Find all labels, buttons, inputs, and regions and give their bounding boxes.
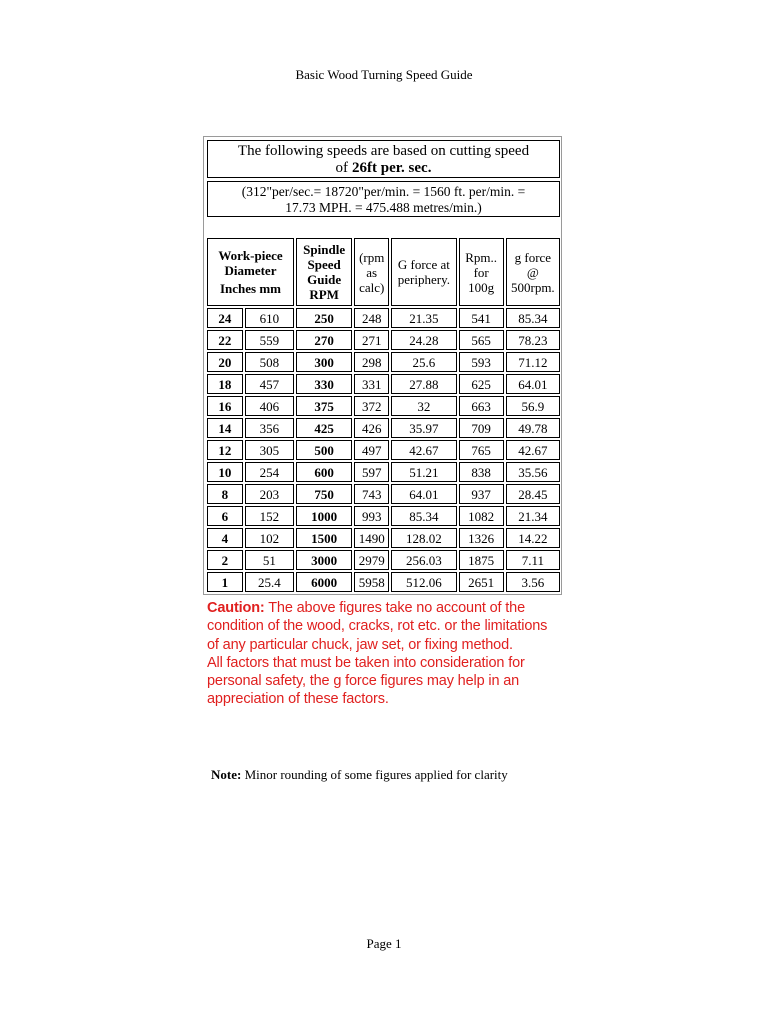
cell-inches: 2 [207,550,243,570]
cell-gforce: 24.28 [391,330,457,350]
caution-label: Caution: [207,600,265,616]
header-rpm100g-line: Rpm.. [465,249,498,265]
cell-mm: 254 [245,462,294,482]
header-spindle-line: Guide [307,272,342,287]
cell-calc: 248 [354,308,389,328]
cell-mm: 508 [245,352,294,372]
header-diameter-line: Inches mm [219,281,281,296]
cell-g500: 71.12 [506,352,560,372]
cell-gforce: 35.97 [391,418,457,438]
header-g500-line: 500rpm. [510,279,555,295]
cell-rpm100g: 625 [459,374,504,394]
page-header: Basic Wood Turning Speed Guide [295,67,473,82]
cell-gforce: 51.21 [391,462,457,482]
cell-mm: 203 [245,484,294,504]
cell-gforce: 42.67 [391,440,457,460]
cell-g500: 78.23 [506,330,560,350]
header-rpm100g-line: 100g [468,279,495,295]
cell-calc: 1490 [354,528,389,548]
cell-rpm: 425 [296,418,352,438]
conversion-box [207,181,560,217]
header-diameter-line: Diameter [224,263,277,278]
cell-g500: 42.67 [506,440,560,460]
cell-g500: 3.56 [506,572,560,592]
cell-inches: 18 [207,374,243,394]
cell-rpm100g: 2651 [459,572,504,592]
cell-rpm100g: 1082 [459,506,504,526]
cell-gforce: 85.34 [391,506,457,526]
cell-inches: 16 [207,396,243,416]
cell-inches: 4 [207,528,243,548]
cell-calc: 743 [354,484,389,504]
header-rpm100g [459,238,504,306]
cell-g500: 35.56 [506,462,560,482]
cell-inches: 10 [207,462,243,482]
cell-mm: 457 [245,374,294,394]
table-row [207,484,560,504]
cell-calc: 426 [354,418,389,438]
table-row [207,374,560,394]
note [211,767,571,783]
cell-calc: 597 [354,462,389,482]
cell-mm: 25.4 [245,572,294,592]
table-row [207,308,560,328]
header-spindle-line: RPM [309,287,339,302]
cell-mm: 305 [245,440,294,460]
cell-calc: 993 [354,506,389,526]
cell-rpm: 6000 [296,572,352,592]
header-gforce [391,238,457,306]
table-row [207,572,560,592]
cell-inches: 6 [207,506,243,526]
cell-inches: 12 [207,440,243,460]
header-spindle-line: Speed [307,257,341,272]
cell-gforce: 27.88 [391,374,457,394]
cell-mm: 102 [245,528,294,548]
cell-rpm: 500 [296,440,352,460]
caution-body-2: All factors that must be taken into consideration for personal safety, the g force figures may help in an appreciation of these factors. [207,654,525,708]
cell-calc: 298 [354,352,389,372]
caution-body: The above figures take no account of the condition of the wood, cracks, rot etc. or the limitations of any particular chuck, jaw set, or fixing method. [207,600,548,653]
note-label: Note: [211,767,242,782]
caution-text [207,599,562,709]
header-rpm100g-line: for [473,264,489,280]
header-g500 [506,238,560,306]
header-calc [354,238,389,306]
cell-mm: 152 [245,506,294,526]
cell-rpm100g: 765 [459,440,504,460]
cell-calc: 271 [354,330,389,350]
cell-g500: 49.78 [506,418,560,438]
cell-rpm: 3000 [296,550,352,570]
cell-gforce: 512.06 [391,572,457,592]
note-text: Minor rounding of some figures applied for clarity [241,767,508,782]
cell-rpm: 330 [296,374,352,394]
cell-rpm100g: 937 [459,484,504,504]
cell-gforce: 21.35 [391,308,457,328]
cell-rpm100g: 1326 [459,528,504,548]
header-calc-line: as [366,264,378,280]
cell-g500: 28.45 [506,484,560,504]
cell-g500: 21.34 [506,506,560,526]
header-calc-line: (rpm [359,249,385,265]
cell-gforce: 25.6 [391,352,457,372]
cell-calc: 372 [354,396,389,416]
intro-line-2 [208,160,559,177]
speed-table [205,236,562,594]
cell-mm: 406 [245,396,294,416]
table-row [207,352,560,372]
cell-mm: 356 [245,418,294,438]
cell-gforce: 32 [391,396,457,416]
table-row [207,550,560,570]
cell-mm: 51 [245,550,294,570]
cell-rpm: 375 [296,396,352,416]
cell-gforce: 128.02 [391,528,457,548]
cell-rpm: 1500 [296,528,352,548]
cell-g500: 85.34 [506,308,560,328]
cell-rpm100g: 1875 [459,550,504,570]
cell-inches: 20 [207,352,243,372]
header-spindle-line: Spindle [303,242,346,257]
cell-inches: 8 [207,484,243,504]
table-header-row [207,238,560,306]
header-gforce-line: periphery. [397,272,450,287]
cell-calc: 497 [354,440,389,460]
cell-rpm100g: 663 [459,396,504,416]
header-g500-line: @ [526,264,539,280]
header-spindle [296,238,352,306]
cell-rpm100g: 541 [459,308,504,328]
cell-calc: 2979 [354,550,389,570]
intro-of: of [335,160,349,176]
header-g500-line: g force [514,249,552,265]
cell-calc: 5958 [354,572,389,592]
table-row [207,330,560,350]
cell-rpm100g: 838 [459,462,504,482]
cell-rpm: 250 [296,308,352,328]
cell-mm: 559 [245,330,294,350]
cell-g500: 7.11 [506,550,560,570]
cell-rpm: 270 [296,330,352,350]
cell-g500: 64.01 [506,374,560,394]
cell-g500: 14.22 [506,528,560,548]
conversion-line-2: 17.73 MPH. = 475.488 metres/min.) [285,200,482,215]
page-footer: Page 1 [366,936,402,951]
header-calc-line: calc) [359,279,385,295]
header-gforce-line: G force at [397,257,450,272]
header-diameter [207,238,294,306]
cell-g500: 56.9 [506,396,560,416]
cell-mm: 610 [245,308,294,328]
cell-gforce: 256.03 [391,550,457,570]
cell-rpm: 300 [296,352,352,372]
intro-box [207,140,560,178]
table-row [207,440,560,460]
table-row [207,396,560,416]
cutting-speed: 26ft per. sec. [352,160,432,176]
cell-rpm: 750 [296,484,352,504]
cell-inches: 1 [207,572,243,592]
table-row [207,418,560,438]
table-row [207,506,560,526]
table-row [207,528,560,548]
table-row [207,462,560,482]
cell-rpm100g: 593 [459,352,504,372]
cell-inches: 24 [207,308,243,328]
intro-line-1: The following speeds are based on cutting speed [237,143,530,159]
cell-inches: 22 [207,330,243,350]
cell-gforce: 64.01 [391,484,457,504]
header-diameter-line: Work-piece [218,248,283,263]
cell-rpm: 600 [296,462,352,482]
cell-inches: 14 [207,418,243,438]
cell-rpm100g: 565 [459,330,504,350]
conversion-line-1: (312"per/sec.= 18720"per/min. = 1560 ft. per/min. = [241,184,526,199]
cell-calc: 331 [354,374,389,394]
cell-rpm100g: 709 [459,418,504,438]
cell-rpm: 1000 [296,506,352,526]
